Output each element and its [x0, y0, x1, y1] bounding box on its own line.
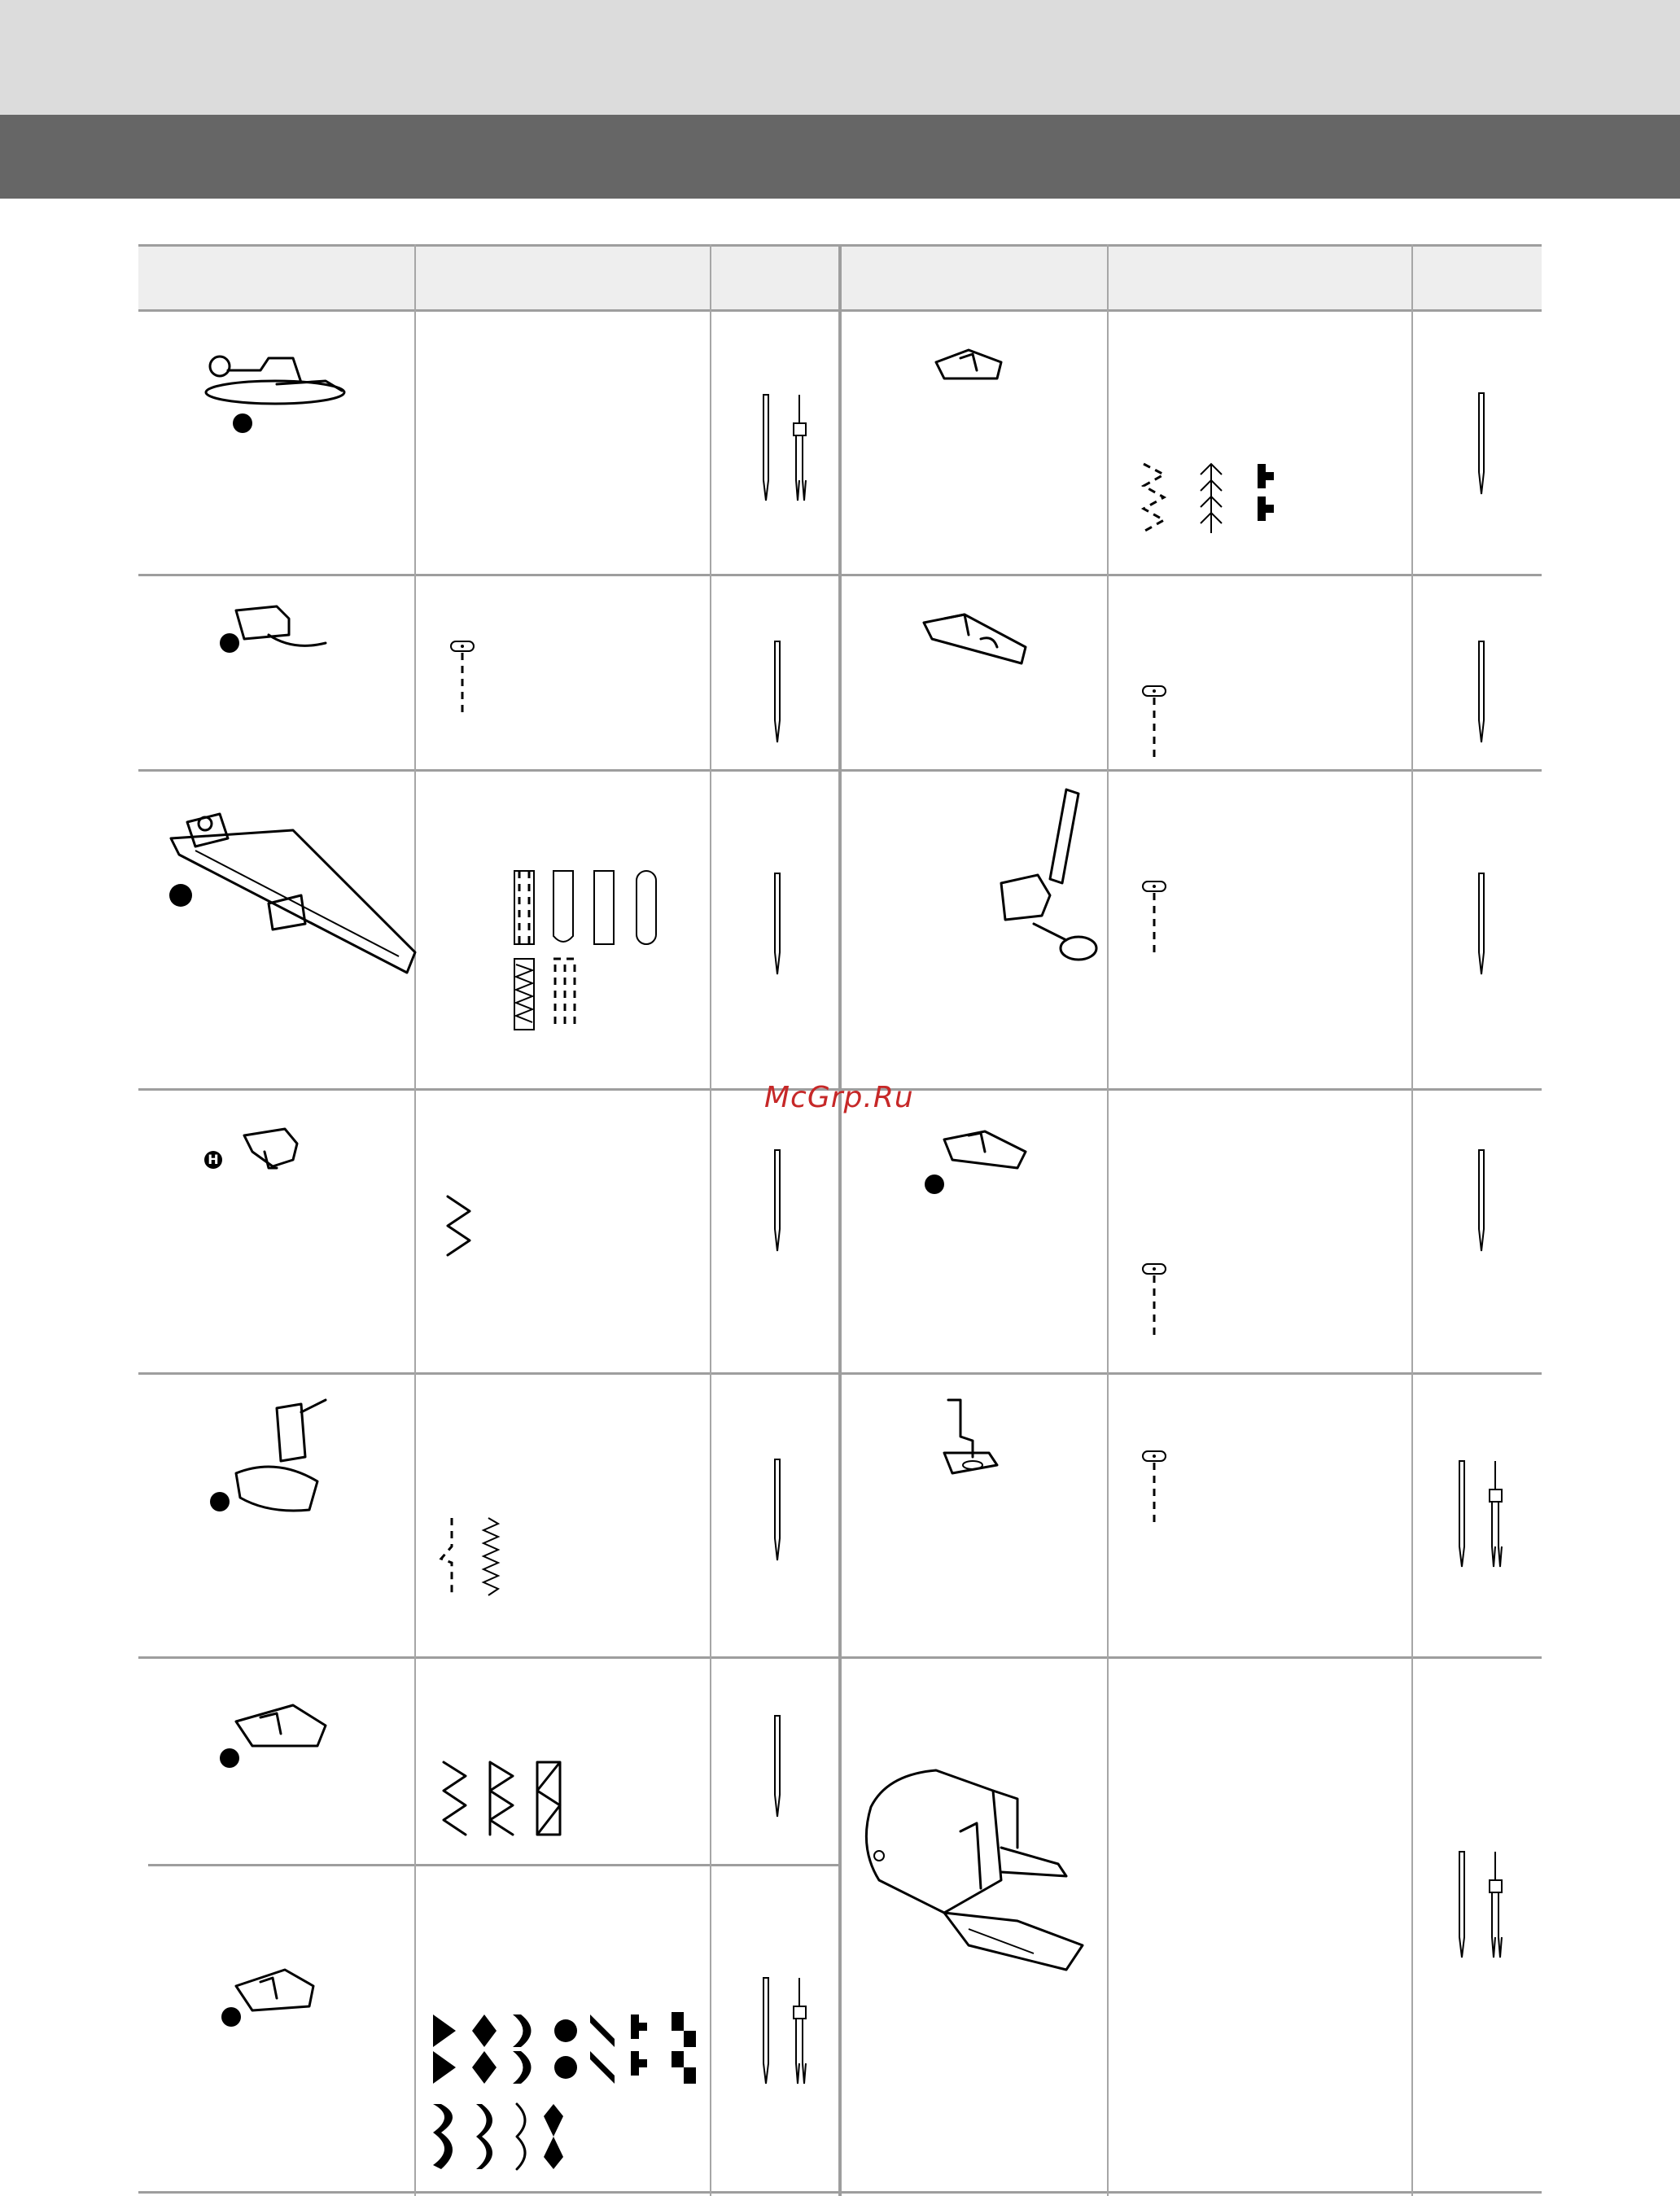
single-needle-icon — [1469, 871, 1494, 977]
presser-foot-table — [138, 244, 1542, 2196]
table-center-rule — [838, 244, 842, 2196]
foot-marker-badge: H — [204, 1151, 222, 1169]
monogramming-foot-icon — [220, 1953, 334, 2035]
top-gray-band — [0, 0, 1680, 115]
straight-stitch-icon — [1140, 875, 1172, 956]
rolled-hem-foot-icon — [916, 598, 1038, 680]
blind-hem-stitches-icon — [440, 1514, 529, 1603]
single-needle-icon — [765, 871, 790, 977]
single-needle-icon — [765, 1148, 790, 1253]
stretch-stitches-icon — [1140, 460, 1302, 541]
walking-foot-icon — [855, 1758, 1091, 1986]
button-sewing-foot-icon — [195, 1119, 326, 1184]
single-and-twin-needle-icon — [1445, 1848, 1510, 1970]
satin-decorative-stitches-icon — [431, 2010, 700, 2181]
single-needle-icon — [765, 639, 790, 745]
single-and-twin-needle-icon — [1445, 1457, 1510, 1579]
buttonhole-foot-icon — [163, 790, 423, 993]
blind-stitch-foot-icon — [203, 1392, 342, 1530]
straight-stitch-icon — [448, 635, 480, 716]
quilting-foot-icon — [977, 785, 1099, 981]
single-needle-icon — [1469, 1148, 1494, 1253]
straight-stitch-foot-icon — [928, 1396, 1017, 1494]
single-needle-icon — [1469, 391, 1494, 497]
buttonhole-stitches-icon — [513, 863, 676, 1034]
overcasting-foot-icon — [212, 1689, 342, 1778]
table-column-rule — [710, 244, 711, 2196]
single-needle-icon — [765, 1713, 790, 1819]
zipper-foot-icon — [212, 586, 334, 667]
single-needle-icon — [1469, 639, 1494, 745]
straight-stitch-icon — [1140, 680, 1172, 761]
overcasting-stitches-icon — [440, 1758, 578, 1839]
single-and-twin-needle-icon — [749, 1974, 814, 2096]
zigzag-stitch-icon — [444, 1188, 476, 1270]
single-needle-icon — [765, 1457, 790, 1563]
straight-stitch-icon — [1140, 1258, 1172, 1339]
overcasting-foot-small-icon — [928, 338, 1017, 403]
table-column-rule — [414, 244, 416, 2196]
watermark: McGrp.Ru — [764, 1081, 914, 1114]
table-column-rule — [1107, 244, 1109, 2196]
zigzag-foot-icon — [195, 334, 358, 448]
straight-stitch-icon — [1140, 1445, 1172, 1526]
section-title-bar — [0, 115, 1680, 199]
table-column-rule — [1411, 244, 1413, 2196]
single-and-twin-needle-icon — [749, 391, 814, 513]
quarter-inch-foot-icon — [920, 1115, 1042, 1196]
table-rule — [148, 1864, 838, 1866]
